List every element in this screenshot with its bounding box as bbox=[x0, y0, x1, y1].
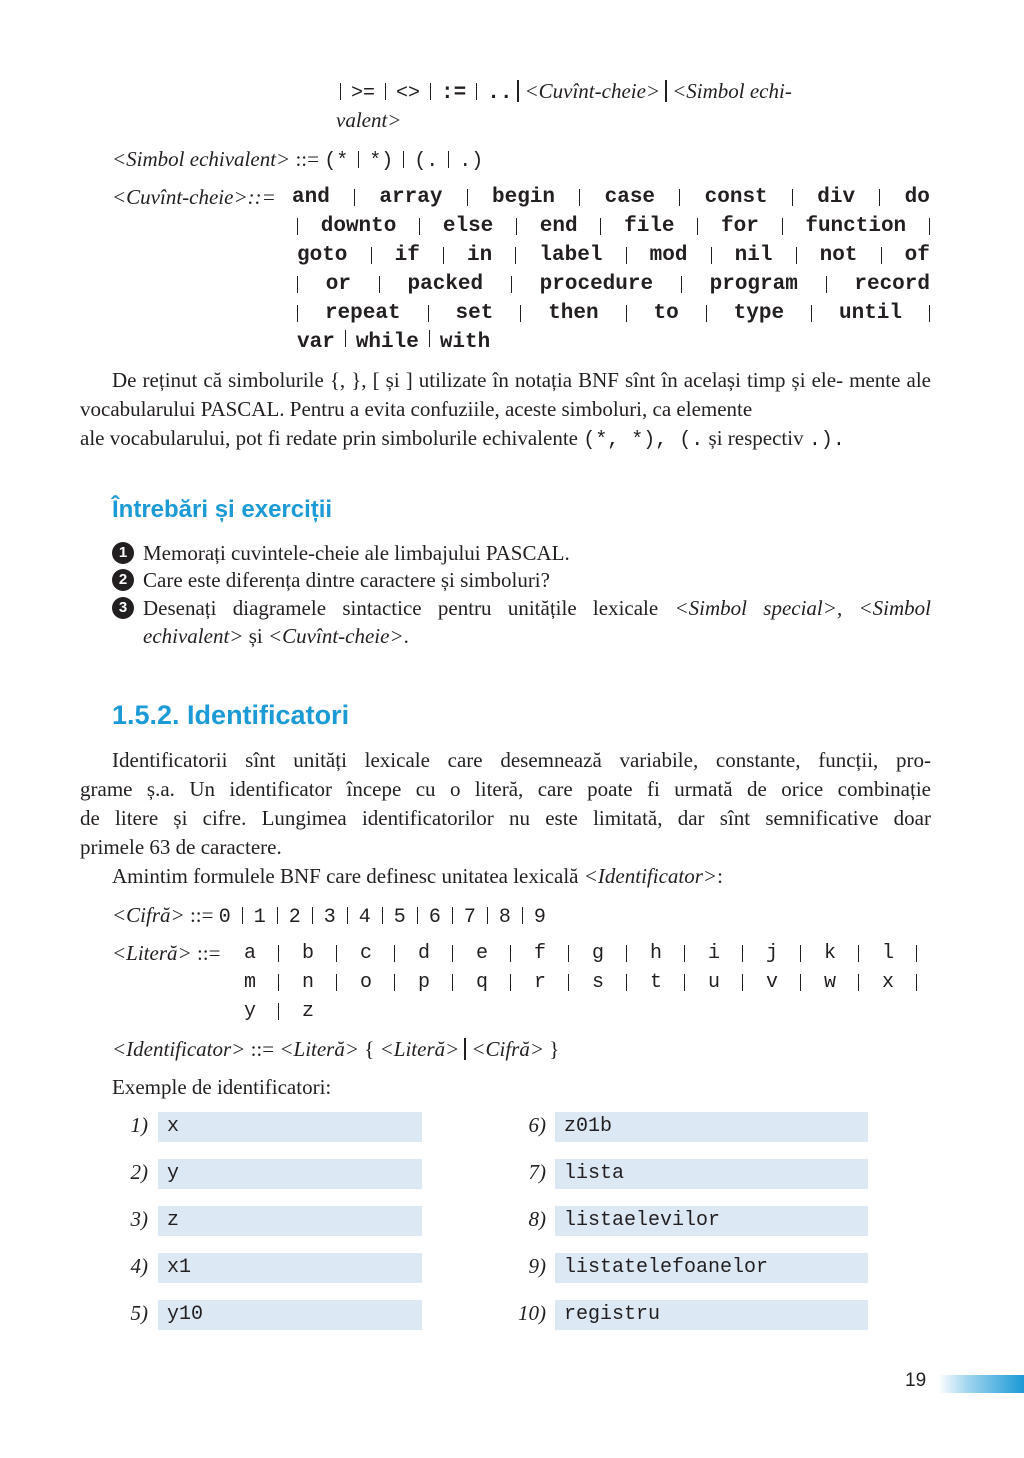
keyword: end bbox=[539, 215, 578, 238]
separator-bar bbox=[782, 218, 783, 235]
separator-bar bbox=[679, 189, 680, 206]
separator-bar bbox=[929, 218, 930, 235]
separator-bar bbox=[568, 945, 569, 962]
letter-cell bbox=[302, 968, 360, 997]
digit: 9 bbox=[533, 906, 546, 929]
question-text: Desenați diagramele sintactice pentru unitățile lexicale bbox=[143, 596, 675, 620]
keyword: record bbox=[854, 273, 930, 296]
separator-bar bbox=[336, 945, 337, 962]
separator-bar bbox=[354, 189, 355, 206]
question-text-3 bbox=[143, 594, 931, 622]
bnf-operator: ::= bbox=[189, 903, 214, 927]
letter: x bbox=[882, 971, 895, 994]
letter: y bbox=[244, 1000, 257, 1023]
litera-ref: <Literă> bbox=[379, 1037, 460, 1061]
example-identifier: x bbox=[158, 1112, 422, 1142]
keyword: set bbox=[455, 302, 494, 325]
bnf-special-symbol-continuation-2 bbox=[336, 106, 401, 135]
letter: z bbox=[302, 1000, 315, 1023]
separator-bar bbox=[706, 305, 707, 322]
letter: l bbox=[882, 942, 895, 965]
keyword: while bbox=[355, 331, 419, 354]
bnf-simbol-echivalent bbox=[112, 145, 483, 174]
separator-bar bbox=[711, 247, 712, 264]
token: *) bbox=[369, 150, 394, 173]
keyword-line bbox=[297, 241, 930, 270]
litera-lhs: <Literă> bbox=[112, 941, 192, 965]
separator-bar bbox=[277, 907, 278, 924]
cuvant-cheie-lhs: <Cuvînt-cheie>::= bbox=[112, 185, 276, 209]
question-text-3-cont bbox=[143, 622, 409, 650]
letter: g bbox=[592, 942, 605, 965]
identificator-ref: <Identificator> bbox=[583, 864, 718, 888]
letter-cell bbox=[476, 939, 534, 968]
separator-bar bbox=[879, 189, 880, 206]
keyword: case bbox=[604, 186, 656, 209]
keyword: function bbox=[805, 215, 907, 238]
letter-line bbox=[244, 997, 360, 1026]
digit: 4 bbox=[358, 906, 371, 929]
paragraph-text: : bbox=[717, 864, 723, 888]
separator-bar bbox=[452, 945, 453, 962]
example-number: 1) bbox=[130, 1113, 148, 1137]
letter-cell bbox=[360, 968, 418, 997]
letter: u bbox=[708, 971, 721, 994]
separator-bar bbox=[345, 330, 346, 347]
separator-bar bbox=[742, 974, 743, 991]
keyword: if bbox=[394, 244, 420, 267]
question-text: Care este diferența dintre caractere și simboluri? bbox=[143, 568, 550, 592]
paragraph-line: grame ș.a. Un identificator începe cu o literă, care poate fi urmată de orice combinație bbox=[80, 777, 931, 801]
letter: i bbox=[708, 942, 721, 965]
page-number-bar bbox=[938, 1375, 1024, 1393]
letter-cell bbox=[824, 939, 882, 968]
bnf-operator: ::= bbox=[196, 941, 221, 965]
separator-bar bbox=[568, 974, 569, 991]
separator-bar bbox=[916, 974, 917, 991]
example-identifier: registru bbox=[555, 1300, 868, 1330]
paragraph-text: Amintim formulele BNF care definesc unitatea lexicală bbox=[112, 864, 584, 888]
paragraph-line: Identificatorii sînt unități lexicale care desemnează variabile, constante, funcții, pro- bbox=[112, 748, 931, 772]
example-number: 3) bbox=[130, 1207, 148, 1231]
letter: v bbox=[766, 971, 779, 994]
letter: w bbox=[824, 971, 837, 994]
separator-bar bbox=[467, 189, 468, 206]
example-identifier: y bbox=[158, 1159, 422, 1189]
separator-bar bbox=[297, 218, 298, 235]
keyword: for bbox=[721, 215, 759, 238]
separator-bar bbox=[881, 247, 882, 264]
separator-bar bbox=[336, 974, 337, 991]
bnf-special-symbol-continuation bbox=[336, 77, 792, 106]
example-identifier: listaelevilor bbox=[555, 1206, 868, 1236]
letter-cell bbox=[708, 939, 766, 968]
letter: m bbox=[244, 971, 257, 994]
example-identifier: z bbox=[158, 1206, 422, 1236]
separator-bar bbox=[800, 945, 801, 962]
keyword: const bbox=[704, 186, 768, 209]
keyword: mod bbox=[649, 244, 688, 267]
keyword: downto bbox=[320, 215, 397, 238]
keyword: var bbox=[297, 331, 335, 354]
code-inline: (*, *), (. bbox=[583, 429, 704, 452]
example-identifier: z01b bbox=[555, 1112, 868, 1142]
separator-bar bbox=[297, 276, 298, 293]
separator-bar bbox=[487, 907, 488, 924]
letter-cell bbox=[882, 968, 940, 997]
example-number: 9) bbox=[528, 1254, 546, 1278]
separator-bar bbox=[452, 974, 453, 991]
example-identifier: lista bbox=[555, 1159, 868, 1189]
letter: q bbox=[476, 971, 489, 994]
question-text: , bbox=[836, 596, 859, 620]
token: (* bbox=[324, 150, 349, 173]
paragraph-bnf-note-last-line bbox=[80, 424, 845, 453]
letter-cell bbox=[766, 968, 824, 997]
keyword: div bbox=[817, 186, 856, 209]
separator-bar bbox=[684, 945, 685, 962]
paragraph-text: și respectiv bbox=[703, 426, 809, 450]
question-number: 1 bbox=[112, 542, 134, 564]
keyword: program bbox=[709, 273, 798, 296]
keyword: packed bbox=[407, 273, 484, 296]
keyword: procedure bbox=[539, 273, 654, 296]
example-identifier: x1 bbox=[158, 1253, 422, 1283]
paragraph-line: De reținut că simbolurile {, }, [ și ] utilizate în notația BNF sînt în același timp și ele- bbox=[112, 368, 844, 392]
keyword: to bbox=[653, 302, 679, 325]
keyword: then bbox=[548, 302, 599, 325]
example-number: 4) bbox=[130, 1254, 148, 1278]
separator-bar bbox=[626, 305, 627, 322]
separator-bar bbox=[858, 945, 859, 962]
separator-bar bbox=[417, 907, 418, 924]
keyword: or bbox=[325, 273, 351, 296]
separator-bar bbox=[697, 218, 698, 235]
separator-bar bbox=[379, 276, 380, 293]
keyword: array bbox=[379, 186, 443, 209]
letter-cell bbox=[824, 968, 882, 997]
section-intro bbox=[112, 862, 723, 891]
separator-bar bbox=[394, 945, 395, 962]
separator-bar bbox=[626, 974, 627, 991]
question-italic: <Simbol special> bbox=[674, 596, 837, 620]
separator-bar bbox=[826, 276, 827, 293]
section-paragraph bbox=[80, 746, 931, 862]
letter-cell bbox=[418, 968, 476, 997]
letter-line bbox=[244, 939, 940, 968]
paragraph-line: mente ale vocabularului PASCAL. Pentru a evita confuziile, aceste simboluri, ca elemente bbox=[80, 368, 931, 421]
separator-bar bbox=[520, 305, 521, 322]
cuvant-cheie-ref: <Cuvînt-cheie> bbox=[524, 79, 661, 103]
separator-bar bbox=[742, 945, 743, 962]
letter-cell bbox=[592, 939, 650, 968]
keyword: type bbox=[733, 302, 785, 325]
simbol-echivalent-ref: <Simbol echi- bbox=[672, 79, 792, 103]
keyword: else bbox=[442, 215, 494, 238]
letter-cell bbox=[418, 939, 476, 968]
keyword: in bbox=[467, 244, 493, 267]
keyword: goto bbox=[297, 244, 348, 267]
separator-bar bbox=[511, 276, 512, 293]
example-number: 7) bbox=[528, 1160, 546, 1184]
example-number: 5) bbox=[130, 1301, 148, 1325]
letter: o bbox=[360, 971, 373, 994]
digit: 0 bbox=[218, 906, 231, 929]
separator-bar bbox=[579, 189, 580, 206]
separator-bar bbox=[626, 945, 627, 962]
question-text: . bbox=[403, 624, 409, 648]
letter: n bbox=[302, 971, 315, 994]
cifra-ref: <Cifră> bbox=[471, 1037, 545, 1061]
separator-bar bbox=[522, 907, 523, 924]
cifra-lhs: <Cifră> bbox=[112, 903, 185, 927]
separator-bar bbox=[278, 945, 279, 962]
keyword: label bbox=[539, 244, 603, 267]
paragraph-line: primele 63 de caractere. bbox=[80, 835, 282, 859]
question-italic: <Simbol bbox=[858, 596, 932, 620]
bnf-operator: ::= bbox=[295, 147, 319, 171]
letter: k bbox=[824, 942, 837, 965]
keyword: and bbox=[292, 186, 330, 209]
bnf-cifra bbox=[112, 901, 546, 930]
paragraph-bnf-note bbox=[80, 366, 931, 424]
letter: h bbox=[650, 942, 663, 965]
question-text: și bbox=[243, 624, 268, 648]
separator-bar bbox=[443, 247, 444, 264]
separator-bar bbox=[394, 974, 395, 991]
letter-cell bbox=[302, 939, 360, 968]
separator-bar bbox=[297, 305, 298, 322]
letter-cell bbox=[360, 939, 418, 968]
separator-bar bbox=[371, 247, 372, 264]
keyword: until bbox=[838, 302, 902, 325]
digit: 7 bbox=[463, 906, 476, 929]
separator-bar bbox=[312, 907, 313, 924]
example-number: 6) bbox=[528, 1113, 546, 1137]
letter: b bbox=[302, 942, 315, 965]
separator-bar bbox=[515, 247, 516, 264]
page-number: 19 bbox=[905, 1370, 927, 1391]
keyword: file bbox=[624, 215, 675, 238]
separator-bar bbox=[429, 330, 430, 347]
digit-list bbox=[219, 903, 546, 927]
letter: d bbox=[418, 942, 431, 965]
separator-bar bbox=[929, 305, 930, 322]
question-italic: echivalent> bbox=[143, 624, 244, 648]
separator-bar bbox=[516, 218, 517, 235]
letter-cell bbox=[882, 939, 940, 968]
examples-title: Exemple de identificatori: bbox=[112, 1075, 332, 1099]
letter: e bbox=[476, 942, 489, 965]
paragraph-text: ale vocabularului, pot fi redate prin simbolurile echivalente bbox=[80, 426, 584, 450]
letter-cell bbox=[650, 939, 708, 968]
separator-bar bbox=[792, 189, 793, 206]
separator-bar bbox=[452, 907, 453, 924]
separator-bar bbox=[278, 974, 279, 991]
separator-bar bbox=[916, 945, 917, 962]
separator-bar bbox=[684, 974, 685, 991]
token-range: .. bbox=[487, 82, 513, 105]
keyword: begin bbox=[492, 186, 556, 209]
token: (. bbox=[414, 150, 439, 173]
keyword: repeat bbox=[324, 302, 401, 325]
keyword-line bbox=[297, 328, 490, 357]
digit: 6 bbox=[428, 906, 441, 929]
separator-bar bbox=[347, 907, 348, 924]
keyword: do bbox=[904, 186, 930, 209]
litera-ref: <Literă> bbox=[279, 1037, 360, 1061]
keyword-line bbox=[297, 212, 930, 241]
question-number: 2 bbox=[112, 569, 134, 591]
separator-bar bbox=[858, 974, 859, 991]
separator-bar bbox=[796, 247, 797, 264]
token-ge: >= bbox=[351, 82, 376, 105]
letter-cell bbox=[302, 997, 360, 1026]
bnf-cuvant-cheie-lhs bbox=[112, 183, 276, 212]
keyword: with bbox=[439, 331, 491, 354]
token-ne: <> bbox=[396, 82, 421, 105]
brace-close: } bbox=[549, 1037, 560, 1061]
separator-bar bbox=[626, 247, 627, 264]
letter: a bbox=[244, 942, 257, 965]
keyword-line bbox=[297, 270, 930, 299]
separator-bar bbox=[600, 218, 601, 235]
separator-bar bbox=[242, 907, 243, 924]
question-number: 3 bbox=[112, 597, 134, 619]
separator-bar bbox=[800, 974, 801, 991]
letter: f bbox=[534, 942, 547, 965]
letter: s bbox=[592, 971, 605, 994]
example-number: 2) bbox=[130, 1160, 148, 1184]
letter: j bbox=[766, 942, 779, 965]
paragraph-line: de litere și cifre. Lungimea identificatorilor nu este limitată, dar sînt semnificative doar bbox=[80, 806, 931, 830]
digit: 2 bbox=[288, 906, 301, 929]
separator-bar bbox=[681, 276, 682, 293]
token-assign: := bbox=[441, 82, 467, 105]
simbol-echivalent-lhs: <Simbol echivalent> bbox=[112, 147, 291, 171]
separator-bar bbox=[510, 974, 511, 991]
separator-bar bbox=[428, 305, 429, 322]
digit: 1 bbox=[253, 906, 266, 929]
letter: r bbox=[534, 971, 547, 994]
keyword-line bbox=[292, 183, 930, 212]
questions-title: Întrebări și exerciții bbox=[112, 496, 333, 523]
bnf-litera bbox=[112, 939, 220, 968]
separator-bar bbox=[278, 1003, 279, 1020]
section-title: 1.5.2. Identificatori bbox=[112, 700, 350, 730]
token: .) bbox=[459, 150, 484, 173]
example-identifier: listatelefoanelor bbox=[555, 1253, 868, 1283]
example-identifier: y10 bbox=[158, 1300, 422, 1330]
separator-bar bbox=[419, 218, 420, 235]
question-text: Memorați cuvintele-cheie ale limbajului PASCAL. bbox=[143, 541, 570, 565]
letter-line bbox=[244, 968, 940, 997]
digit: 3 bbox=[323, 906, 336, 929]
example-number: 10) bbox=[518, 1301, 546, 1325]
letter-cell bbox=[244, 939, 302, 968]
letter: c bbox=[360, 942, 373, 965]
keyword: nil bbox=[734, 244, 773, 267]
letter-cell bbox=[534, 968, 592, 997]
letter-cell bbox=[244, 968, 302, 997]
letter-cell bbox=[708, 968, 766, 997]
brace-open: { bbox=[364, 1037, 375, 1061]
letter-cell bbox=[650, 968, 708, 997]
question-italic: <Cuvînt-cheie> bbox=[267, 624, 404, 648]
letter-cell bbox=[592, 968, 650, 997]
code-inline: .). bbox=[808, 429, 845, 452]
simbol-echivalent-ref-end: valent> bbox=[336, 108, 402, 132]
separator-bar bbox=[811, 305, 812, 322]
keyword: of bbox=[904, 244, 930, 267]
keyword-line bbox=[297, 299, 930, 328]
letter: p bbox=[418, 971, 431, 994]
example-number: 8) bbox=[528, 1207, 546, 1231]
letter-cell bbox=[766, 939, 824, 968]
letter-cell bbox=[534, 939, 592, 968]
letter-cell bbox=[476, 968, 534, 997]
digit: 8 bbox=[498, 906, 511, 929]
digit: 5 bbox=[393, 906, 406, 929]
letter-cell bbox=[244, 997, 302, 1026]
bnf-identificator bbox=[112, 1035, 559, 1064]
bnf-operator: ::= bbox=[250, 1037, 275, 1061]
separator-bar bbox=[510, 945, 511, 962]
letter: t bbox=[650, 971, 663, 994]
identificator-lhs: <Identificator> bbox=[112, 1037, 246, 1061]
separator-bar bbox=[382, 907, 383, 924]
keyword: not bbox=[819, 244, 858, 267]
